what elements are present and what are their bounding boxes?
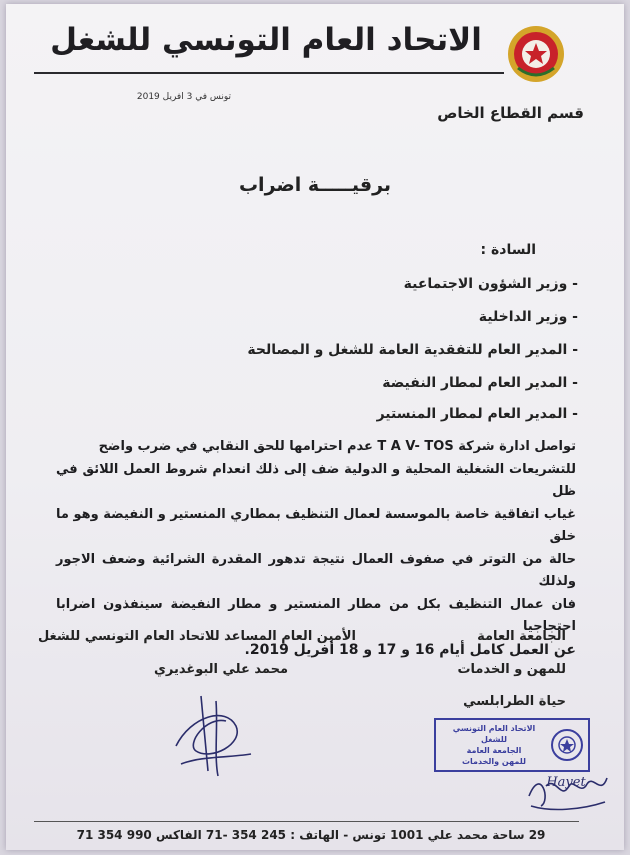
sg-title: الأمين العام المساعد للاتحاد العام التونسي للشغل: [37, 629, 356, 644]
salutation: السادة :: [480, 242, 536, 258]
letter-body: [37, 436, 576, 661]
body-line: تواصل ادارة شركة T A V- TOS عدم احترامها للحق النقابي في ضرب واضح: [98, 439, 576, 454]
recipient-item: - المدير العام لمطار النفيضة: [382, 375, 578, 391]
signature-mark-right: [521, 756, 611, 816]
letter-subject: برقيـــــة اضراب: [238, 174, 392, 196]
federation-subtitle: للمهن و الخدمات: [457, 662, 566, 677]
recipient-item: - المدير العام لمطار المنستير: [376, 406, 578, 422]
letter-date: تونس في 3 افريل 2019: [136, 92, 231, 102]
federation-signer: حياة الطرابلسي: [463, 694, 566, 709]
body-line: للتشريعات الشغلية المحلية و الدولية ضف إلى ذلك انعدام شروط العمل اللائق في ظل: [56, 461, 576, 499]
stamp-line: للمهن والخدمات: [462, 757, 526, 766]
recipient-item: - وزير الشؤون الاجتماعية: [403, 276, 578, 292]
stamp-line: الجامعة العامة: [466, 746, 522, 755]
body-line: غياب اتفاقية خاصة بالموسسة لعمال التنظيف بمطاري المنستير و النفيضة وهو ما خلق: [56, 506, 576, 544]
recipient-item: - المدير العام للتفقدية العامة للشغل و المصالحة: [247, 342, 578, 358]
recipient-item: - وزير الداخلية: [478, 309, 578, 325]
ugtt-logo-icon: [506, 24, 566, 84]
stamp-line: الاتحاد العام التونسي للشغل: [452, 724, 536, 744]
letter-page: [6, 4, 624, 850]
footer-divider: [34, 821, 579, 822]
body-line: فان عمال التنظيف بكل من مطار المنستير و مطار النفيضة سينفذون اضرابا احتجاجيا: [56, 596, 576, 634]
header-divider: [34, 72, 504, 74]
federation-title: الجامعة العامة: [477, 629, 566, 644]
signature-mark-left: [156, 676, 266, 786]
organization-name: الاتحاد العام التونسي للشغل: [50, 22, 482, 58]
body-line: حالة من التوتر في صفوف العمال نتيجة تدهور المقدرة الشرائية وضعف الاجور ولذلك: [56, 551, 576, 589]
footer-address: 29 ساحة محمد علي 1001 تونس - الهاتف : 245 354 -71 الفاكس 990 354 71: [76, 828, 546, 842]
signature-mark-text: Hayet: [546, 775, 586, 790]
sg-name: محمد علي البوغديري: [153, 662, 289, 677]
section-name: قسم القطاع الخاص: [437, 104, 584, 122]
body-line: عن العمل كامل أيام 16 و 17 و 18 أفريل 2019.: [244, 641, 576, 658]
